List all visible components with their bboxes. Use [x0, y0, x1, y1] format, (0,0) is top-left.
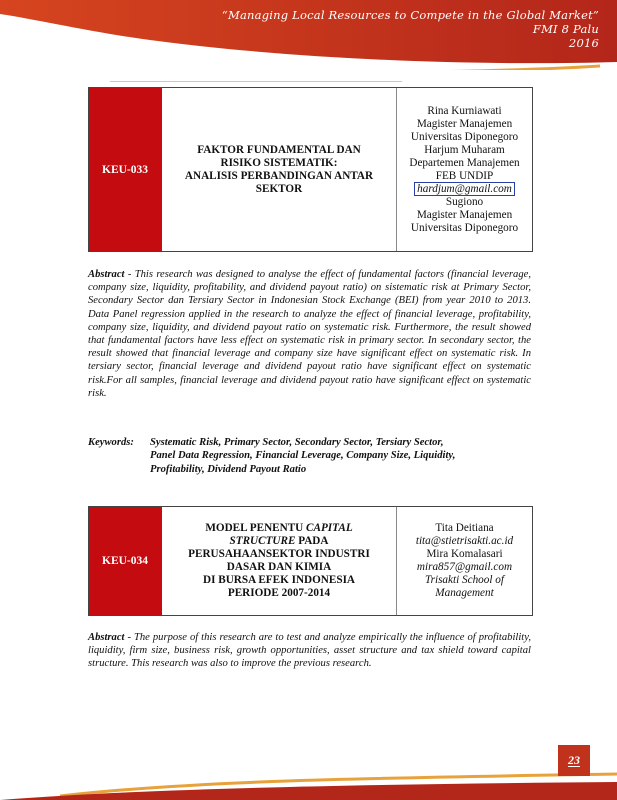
title-line: RISIKO SISTEMATIK:: [220, 156, 338, 169]
author-email-link[interactable]: hardjum@gmail.com: [414, 182, 515, 196]
author-affiliation: Management: [435, 587, 494, 599]
keywords-block: [88, 436, 531, 476]
paper-title: [162, 507, 397, 615]
author-affiliation: Trisakti School of: [425, 574, 504, 586]
author-affiliation: Departemen Manajemen: [409, 156, 520, 169]
keywords-line: Systematic Risk, Primary Sector, Secondary Sector, Tersiary Sector,: [150, 437, 444, 448]
conference-year: 2016: [568, 36, 599, 50]
title-line: DI BURSA EFEK INDONESIA: [203, 574, 355, 586]
conference-name: FMI 8 Palu: [532, 22, 599, 36]
author-name: Harjum Muharam: [424, 143, 505, 156]
author-email: mira857@gmail.com: [416, 561, 513, 573]
abstract-keu-033: [88, 268, 531, 400]
paper-authors: [397, 88, 532, 251]
title-line: FAKTOR FUNDAMENTAL DAN: [197, 143, 361, 156]
page-number-badge: [558, 745, 590, 776]
author-name: Rina Kurniawati: [427, 104, 502, 117]
author-name: Sugiono: [445, 195, 484, 208]
paper-entry-keu-034: [88, 506, 533, 616]
footer-swoosh: [0, 758, 617, 800]
paper-authors: [397, 507, 532, 615]
title-fragment: STRUCTURE: [229, 535, 296, 547]
title-fragment: PADA: [295, 535, 329, 547]
header-divider: [110, 81, 402, 82]
keywords-list: [150, 436, 531, 476]
title-line: PERUSAHAANSEKTOR INDUSTRI: [188, 548, 370, 560]
author-affiliation: FEB UNDIP: [435, 169, 494, 182]
abstract-label: Abstract: [88, 632, 125, 643]
author-name: Tita Deitiana: [435, 522, 494, 534]
author-affiliation: Magister Manajemen: [416, 208, 513, 221]
title-line: SEKTOR: [255, 182, 303, 195]
conference-theme: “Managing Local Resources to Compete in the Global Market”: [221, 8, 599, 22]
abstract-text: - The purpose of this research are to test and analyze empirically the influence of profitability, liquidity, firm size, business risk, growth opportunities, asset structure and tax shield toward capital structure. This research was also to improve the previous research.: [88, 632, 531, 670]
paper-code: KEU-033: [89, 88, 162, 251]
conference-header: [222, 8, 599, 50]
title-fragment: MODEL PENENTU: [205, 522, 307, 534]
author-name: Mira Komalasari: [426, 548, 503, 560]
abstract-text: - This research was designed to analyse the effect of fundamental factors (financial leverage, company size, liquidity, profitability, and dividend payout ratio) on sistematic risk at Primary Sector, Secondary Sector dan Tersiary Sector in Indonesian Stock Exchange (BEI) from year 2010 to 2013. Data Panel regression applied in the research to analyze the effect of financial leverage, profitability, company size, liquidity, and dividend payout ratio on systematic risk. Furthermore, the result showed that fundamental factors have less effect on systematic risk in primary sector. In secondary sector, the result showed that financial leverage and company size have significant effect on systematic risk. In tersiary sector, financial leverage and dividend payout ratio have significant effect on systematic risk.For all samples, financial leverage and dividend payout ratio have significant effect on systematic risk.: [88, 269, 531, 399]
author-affiliation: Universitas Diponegoro: [410, 221, 519, 234]
paper-title: [162, 88, 397, 251]
abstract-keu-034: [88, 631, 531, 671]
author-affiliation: Universitas Diponegoro: [410, 130, 519, 143]
title-line: DASAR DAN KIMIA: [226, 561, 332, 573]
paper-entry-keu-033: [88, 87, 533, 252]
paper-code: KEU-034: [89, 507, 162, 615]
title-line: [230, 535, 329, 548]
keywords-line: Panel Data Regression, Financial Leverage, Company Size, Liquidity,: [150, 450, 456, 462]
keywords-label: Keywords:: [88, 437, 134, 448]
keywords-line: Profitability, Dividend Payout Ratio: [150, 463, 307, 475]
abstract-label: Abstract: [88, 269, 125, 280]
title-line: ANALISIS PERBANDINGAN ANTAR: [184, 169, 374, 182]
author-email: tita@stietrisakti.ac.id: [415, 535, 514, 547]
title-line: PERIODE 2007-2014: [227, 587, 331, 599]
author-affiliation: Magister Manajemen: [416, 117, 513, 130]
title-fragment: CAPITAL: [306, 522, 353, 534]
page-number: 23: [568, 753, 580, 767]
title-line: [205, 522, 352, 535]
